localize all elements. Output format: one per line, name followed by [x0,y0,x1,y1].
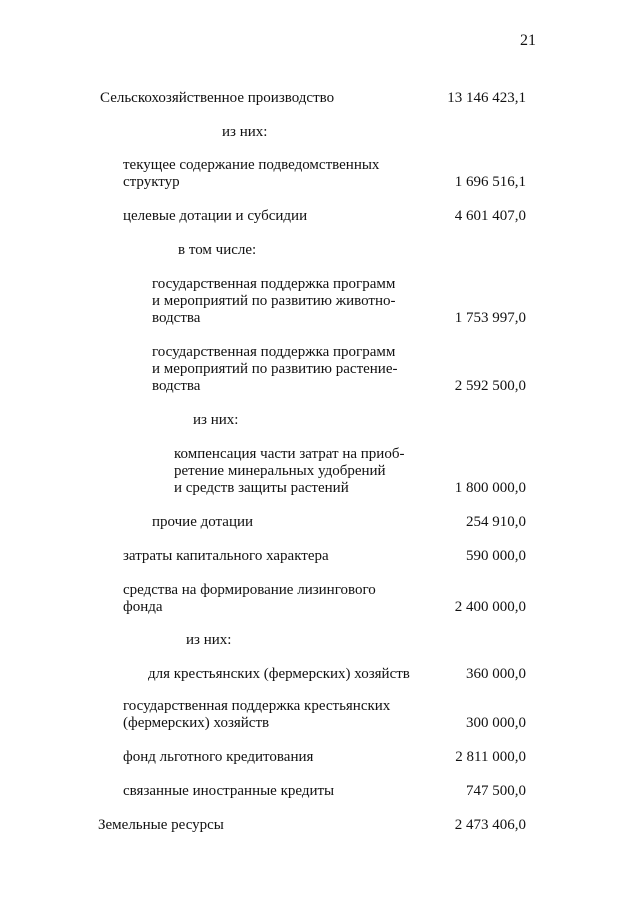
row-value: 254 910,0 [466,514,526,530]
row-label: затраты капитального характера [123,548,329,564]
row-label: Земельные ресурсы [98,817,224,833]
row-label: из них: [222,124,268,140]
row-value: 1 696 516,1 [454,174,526,190]
row-value: 1 800 000,0 [454,480,526,496]
row-value: 4 601 407,0 [454,208,526,224]
row-label: для крестьянских (фермерских) хозяйств [148,666,410,682]
row-value: 2 592 500,0 [454,378,526,394]
row-label: государственная поддержка программ и мероприятий по развитию животно- водства [152,276,396,326]
row-value: 300 000,0 [466,715,526,731]
row-value: 2 400 000,0 [454,599,526,615]
row-label: Сельскохозяйственное производство [100,90,335,106]
row-value: 360 000,0 [466,666,526,682]
row-label: прочие дотации [152,514,254,530]
row-value: 13 146 423,1 [447,90,526,106]
row-label: целевые дотации и субсидии [123,208,308,224]
row-label: связанные иностранные кредиты [123,783,335,799]
row-value: 2 473 406,0 [454,817,526,833]
row-value: 590 000,0 [466,548,526,564]
row-label: текущее содержание подведомственных структур [123,157,380,190]
row-label: из них: [186,632,232,648]
row-label: компенсация части затрат на приоб- ретение минеральных удобрений и средств защиты растений [174,446,405,496]
row-value: 1 753 997,0 [454,310,526,326]
row-label: государственная поддержка программ и мероприятий по развитию растение- водства [152,344,398,394]
row-label: фонд льготного кредитования [123,749,314,765]
row-label: средства на формирование лизингового фонда [123,582,376,615]
row-label: из них: [193,412,239,428]
page-number: 21 [520,32,536,49]
row-label: в том числе: [178,242,257,258]
row-value: 2 811 000,0 [455,749,526,765]
row-value: 747 500,0 [466,783,526,799]
row-label: государственная поддержка крестьянских (фермерских) хозяйств [123,698,391,731]
